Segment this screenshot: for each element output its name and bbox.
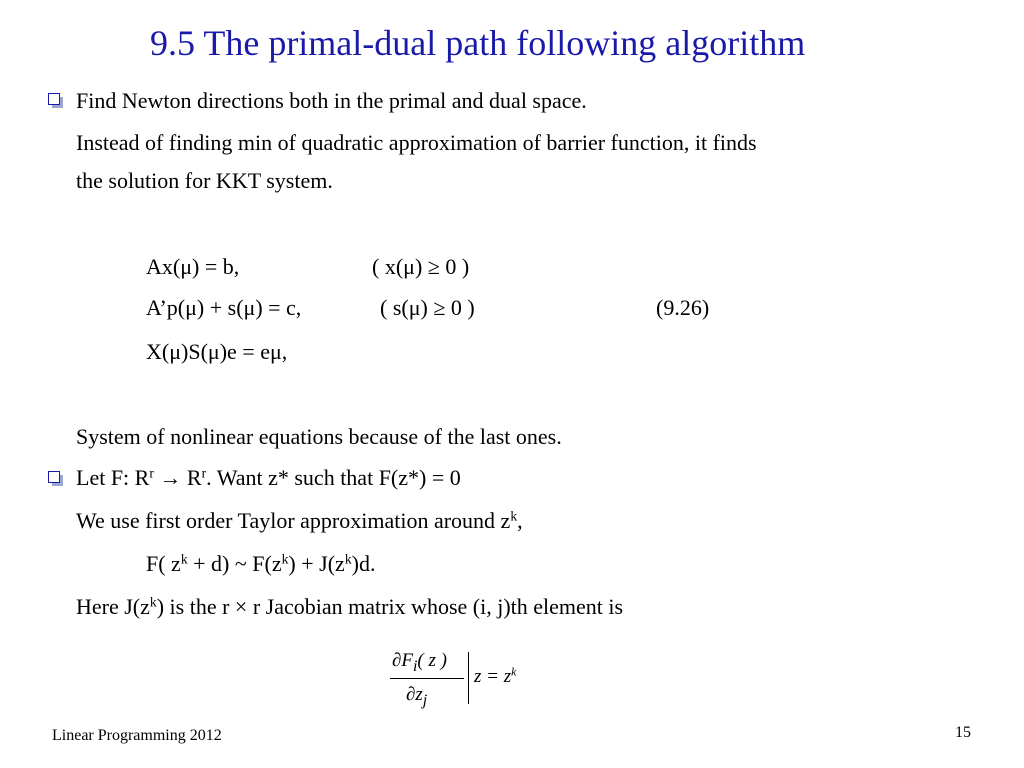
text-part: ( z ) [417,650,447,671]
text-part: ) is the r × r Jacobian matrix whose (i, j)th element is [156,594,624,619]
page-number: 15 [955,724,971,741]
text-part: . Want z* such that F(z*) = 0 [206,465,461,490]
text-part: Let F: R [76,465,150,490]
text-part: ∂z [406,684,423,705]
superscript: k [180,551,188,567]
bullet-text-1: Find Newton directions both in the primal and dual space. [76,88,587,113]
superscript: k [149,594,157,610]
text-part: ) + J(z [288,551,345,576]
text-part: , [517,508,523,533]
superscript: k [510,508,518,524]
superscript: r [149,465,154,481]
paragraph-line: the solution for KKT system. [76,168,333,193]
footer-course: Linear Programming 2012 [52,727,222,744]
superscript: k [511,665,517,679]
text-part: Here J(z [76,594,150,619]
superscript: r [201,465,207,481]
equation-1-right: ( x(μ) ≥ 0 ) [372,254,470,279]
fraction-numerator [392,650,447,676]
equation-2-right: ( s(μ) ≥ 0 ) [380,295,475,320]
superscript: k [281,551,289,567]
slide-title: 9.5 The primal-dual path following algorithm [150,23,806,63]
bullet-square-icon [48,471,60,483]
text-part: ∂F [392,650,413,671]
equation-1-left: Ax(μ) = b, [146,254,240,279]
bullet-text-2 [76,465,461,491]
bullet-square-icon [48,93,60,105]
fraction-denominator [406,684,427,710]
jacobian-line [76,594,623,620]
nonlinear-note: System of nonlinear equations because of the last ones. [76,424,562,449]
taylor-approximation [146,551,375,577]
taylor-line [76,508,523,534]
fraction-bar [390,678,464,679]
equation-3: X(μ)S(μ)e = eμ, [146,339,288,364]
text-part: )d. [351,551,376,576]
paragraph-line: Instead of finding min of quadratic approximation of barrier function, it finds [76,130,757,155]
text-part: → R [153,465,202,490]
subscript: i [413,657,418,675]
text-part: z = z [474,666,512,687]
text-part: + d) ~ F(z [187,551,282,576]
equation-2-left: A’p(μ) + s(μ) = c, [146,295,302,320]
text-part: We use first order Taylor approximation around z [76,508,511,533]
equation-number: (9.26) [656,295,710,320]
evaluation-bar [468,652,469,704]
evaluation-condition [474,666,516,688]
superscript: k [344,551,352,567]
text-part: F( z [146,551,181,576]
subscript: j [422,691,428,709]
